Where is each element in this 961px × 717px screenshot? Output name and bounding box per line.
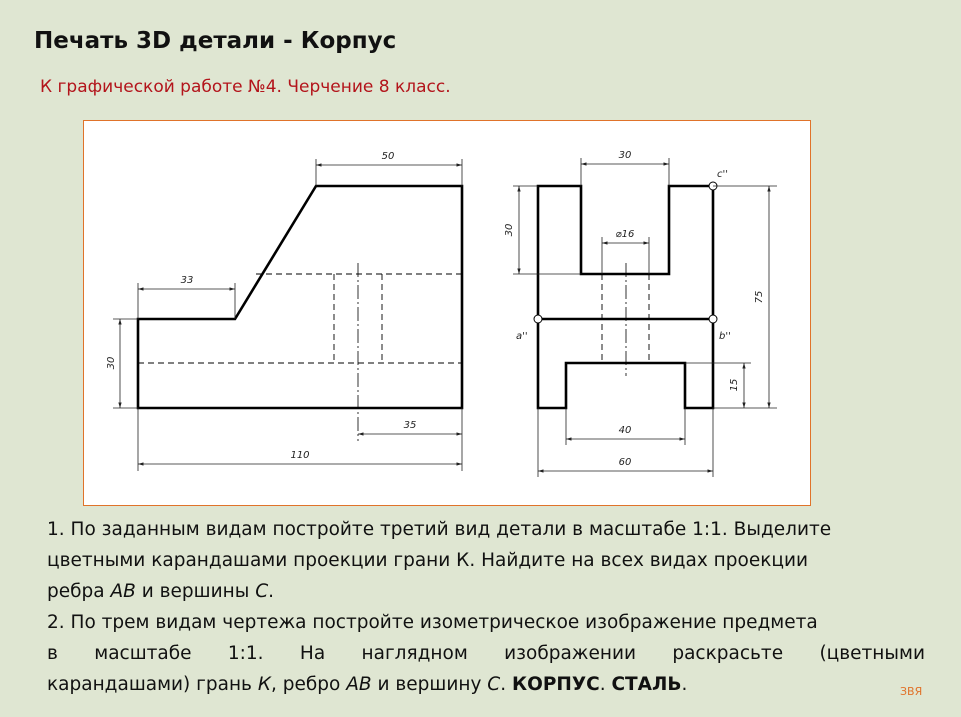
dim-slot-width: 30: [618, 150, 632, 161]
dim-total-width: 60: [618, 457, 632, 468]
label-point-c: c'': [717, 169, 728, 180]
dim-total-height: 75: [754, 290, 765, 304]
dim-top-width: 50: [381, 151, 395, 162]
task1-line2: цветными карандашами проекции грани К. Найдите на всех видах проекции: [47, 550, 809, 571]
task1-edge-ab: АВ: [110, 581, 136, 602]
label-point-b: b'': [719, 331, 731, 342]
dim-right-part: 35: [403, 420, 417, 431]
dim-total: 110: [290, 450, 310, 461]
side-view-outline: [538, 186, 713, 408]
task2-line3: [47, 669, 925, 700]
task-1: [47, 514, 925, 607]
task2-vertex-c: С: [487, 674, 501, 695]
page-subtitle: К графической работе №4. Черчение 8 класс.: [40, 77, 451, 97]
side-dimension-lines: [513, 158, 777, 477]
task-2: [47, 607, 925, 700]
task2-stal: СТАЛЬ: [611, 674, 682, 695]
task1-line3: [47, 576, 925, 607]
author-initials: ЗВЯ: [900, 685, 923, 698]
task2-line2: в масштабе 1:1. На наглядном изображении раскрасьте (цветными: [47, 643, 925, 664]
front-view: [106, 151, 462, 471]
task1-line3-mid: и вершины: [135, 581, 256, 602]
task2-line3-end: .: [681, 674, 688, 695]
point-a: [534, 315, 542, 323]
technical-drawing: [84, 121, 812, 507]
label-point-a: a'': [516, 331, 528, 342]
dim-height: 30: [106, 356, 117, 370]
task2-korpus: КОРПУС: [511, 674, 600, 695]
task2-line3-mid3: .: [500, 674, 512, 695]
task2-line3-mid4: .: [599, 674, 612, 695]
task2-face-k: К: [257, 674, 271, 695]
dim-slot-depth: 30: [504, 223, 515, 237]
task2-edge-ab: АВ: [346, 674, 372, 695]
dim-base-height: 15: [729, 378, 740, 392]
task2-line1: 2. По трем видам чертежа постройте изометрическое изображение предмета: [47, 612, 818, 633]
task2-line3-mid2: и вершину: [371, 674, 488, 695]
task2-line3-pre: карандашами) грань: [47, 674, 258, 695]
task1-line3-end: .: [268, 581, 275, 602]
task2-line3-mid1: , ребро: [270, 674, 347, 695]
dim-bottom-slot: 40: [618, 425, 632, 436]
page-title: Печать 3D детали - Корпус: [34, 28, 397, 54]
point-b: [709, 315, 717, 323]
dim-step: 33: [180, 275, 194, 286]
front-view-outline: [138, 186, 462, 408]
dim-hole: ⌀16: [615, 229, 635, 240]
task1-line1: 1. По заданным видам постройте третий вид детали в масштабе 1:1. Выделите: [47, 519, 832, 540]
task1-line3-pre: ребра: [47, 581, 111, 602]
task1-vertex-c: С: [255, 581, 269, 602]
drawing-frame: [83, 120, 811, 506]
side-view: [504, 150, 777, 477]
